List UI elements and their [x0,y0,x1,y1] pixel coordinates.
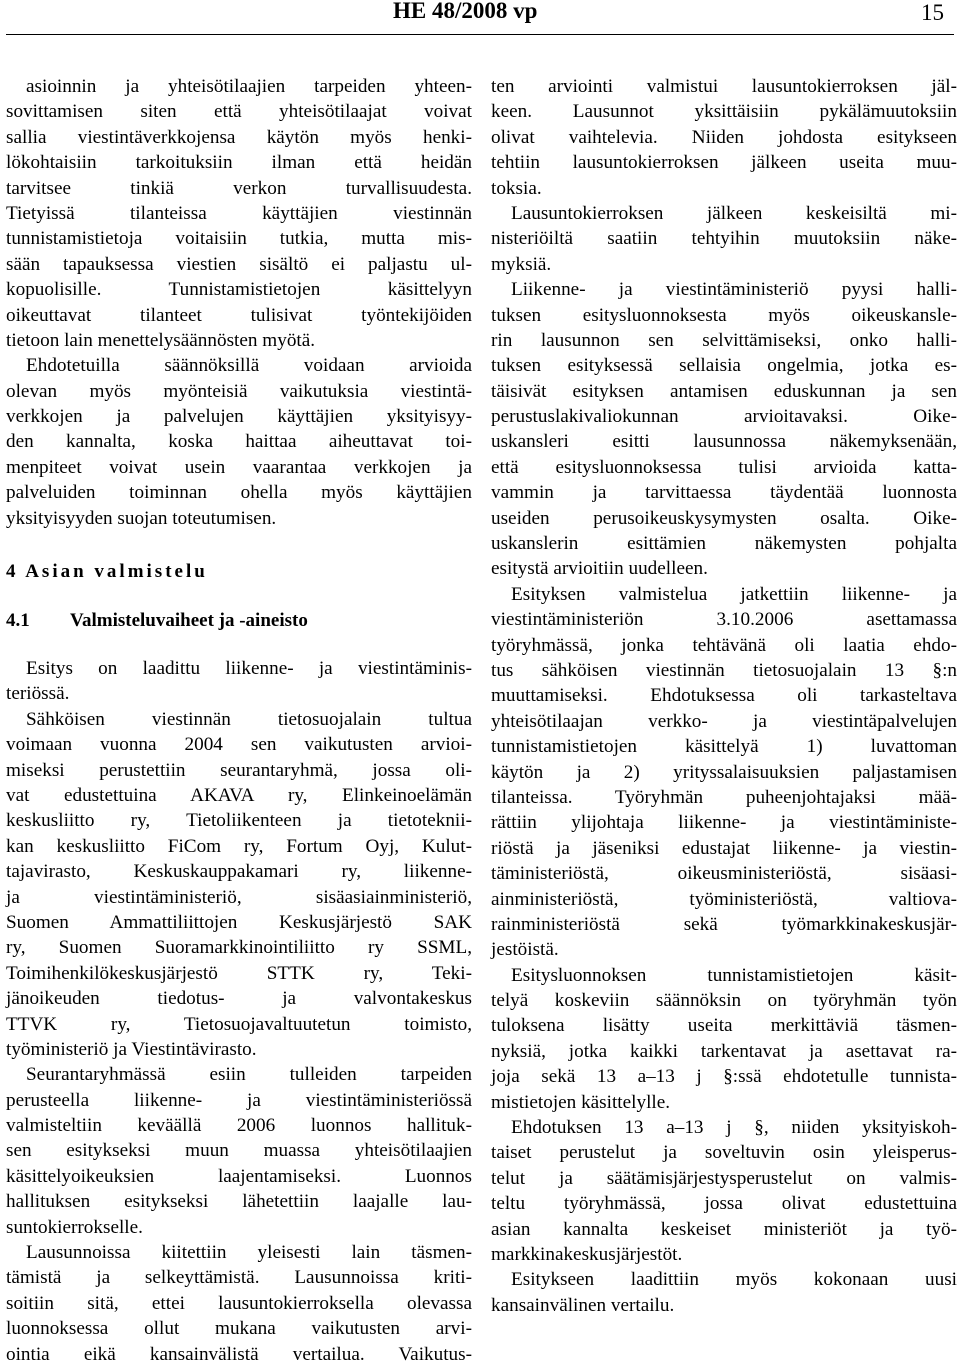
text-line: taiset perustelut ja soveltuvin osin yleisperus- [491,1142,957,1164]
text-line: ry, Suomen Suoramarkkinointiliitto ry SSML, [6,937,472,959]
text-line: tarvitsee tinkiä verkon turvallisuudesta. [6,177,472,199]
text-line: olevan myös myönteisiä vaikutuksia viestintä- [6,380,472,402]
text-line: tietoon lain menettelysäännösten myötä. [6,329,316,351]
paragraph [6,1240,472,1367]
text-line: luonnoksessa ollut mukana vaikutusten arvi- [6,1318,472,1340]
text-line: TTVK ry, Tietosuojavaltuutetun toimisto, [6,1013,472,1035]
header-rule [6,34,954,35]
paragraph [491,201,957,277]
paragraph [6,1062,472,1240]
text-line: suntokierrokselle. [6,1216,143,1238]
text-line: ointia eikä kansainvälistä vertailua. Vaikutus- [6,1343,472,1365]
text-line: työministeriö ja Viestintävirasto. [6,1038,257,1060]
text-line: miseksi perustettiin seurantaryhmä, jossa oli- [6,759,472,781]
text-line: täisivät esityksen antamisen eduskunnan ja sen [491,380,957,402]
text-line: hallituksen esitykseksi lähetettiin laajalle lau- [6,1191,472,1213]
section-heading: 4 Asian valmistelu [6,561,208,583]
text-line: tehtiin lausuntokierroksen jälkeen useita muu- [491,152,957,174]
text-line: sovittamisen siten että yhteisötilaajat voivat [6,101,472,123]
spacer [6,635,472,656]
document-id: HE 48/2008 vp [393,0,538,23]
text-line: tus sähköisen viestinnän tietosuojalain 13 §:n [491,659,957,681]
text-line: esitystä arvioitiin uudelleen. [491,558,708,580]
text-line: tunnistamistietojen käsittelyä 1) luvattoman [491,736,957,758]
text-line: Sähköisen viestinnän tietosuojalain tultua [26,708,472,730]
text-line: viestintäministeriön 3.10.2006 asettamassa [491,609,957,631]
text-line: soitiin sitä, ettei lausuntokierroksella olevassa [6,1292,472,1314]
text-line: tunnistamistietoja voitaisiin tutkia, mutta mis- [6,228,472,250]
text-line: nyksiä, jotka kaikki tarkentavat ja asettavat ra- [491,1040,957,1062]
paragraph [491,277,957,582]
text-line: tuksen esitysluonnoksesta myös oikeuskansle- [491,304,957,326]
text-line: Lausunnoissa kiitettiin yleisesti lain täsmen- [26,1242,472,1264]
text-line: voimaan vuonna 2004 sen vaikutusten arvioi- [6,734,472,756]
text-line: asioinnin ja yhteisötilaajien tarpeiden yhteen- [26,76,472,97]
subsection-number: 4.1 [6,610,30,632]
text-line: rainministeriöstä sekä työmarkkinakeskusjär- [491,913,957,935]
page-number: 15 [921,0,944,25]
text-line: tilanteissa. Työryhmän puheenjohtajaksi mää- [491,786,957,808]
text-line: käsittelyoikeuksien laajentamiseksi. Luonnos [6,1165,472,1187]
text-line: Toimihenkilökeskusjärjestö STTK ry, Teki- [6,962,472,984]
text-line: sen esitykseksi muun muassa yhteisötilaajien [6,1140,472,1162]
text-line: uskansleri esitti lausunnossa näkemyksenään, [491,431,957,453]
text-line: tämistä ja selkeyttämistä. Lausunnoissa kriti- [6,1267,472,1289]
text-line: Ehdotuksen 13 a–13 j §, niiden yksityiskoh- [511,1117,957,1139]
text-line: nisteriöiltä saatiin tehtyihin muutoksiin näke- [491,228,957,250]
spacer [6,531,472,558]
text-line: ainministeriöstä, työministeriöstä, valtiova- [491,888,957,910]
text-line: muuttamiseksi. Ehdotuksessa oli tarkasteltava [491,685,957,707]
text-line: keen. Lausunnot yksittäisiin pykälämuutoksiin [491,101,957,123]
text-line: käytön ja 2) yrityssalaisuuksien paljastamisen [491,761,957,783]
text-line: perusteella liikenne- ja viestintäministeriössä [6,1089,472,1111]
text-line: yksityisyyden suojan toteutumisen. [6,507,277,529]
text-line: oikeuttavat tilanteet tulisivat työntekijöiden [6,304,472,326]
text-line: sallia viestintäverkkojensa käytön myös henki- [6,126,472,148]
text-line: Esitysluonnoksen tunnistamistietojen käsit- [511,964,957,986]
text-line: olivat vaihtelevia. Niiden johdosta esitykseen [491,126,957,148]
text-line: telyä koskeviin säännöksin on työryhmän työn [491,990,957,1012]
text-line: perustuslakivaliokunnan arvioitavaksi. Oike- [491,406,957,428]
text-line: sään tapauksessa viestien sisältö ei paljastu ul- [6,253,472,275]
text-line: Esityksen valmistelua jatkettiin liikenne- ja [511,583,957,605]
paragraph [491,1267,957,1318]
paragraph [491,582,957,963]
text-line: ten arviointi valmistui lausuntokierroksen jäl- [491,76,957,97]
text-line: Ehdotetuilla säännöksillä voidaan arvioida [26,355,472,377]
subsection-title: Valmisteluvaiheet ja -aineisto [70,610,308,632]
page-header [0,0,960,40]
text-line: teriössä. [6,683,70,705]
text-line: rin lausunnon sen selvittämiseksi, onko halli- [491,329,957,351]
text-line: palveluiden toiminnan ohella myös käyttäjien [6,482,472,504]
text-line: teltu työryhmässä, jossa olivat edustettuina [491,1193,957,1215]
text-line: yhteisötilaajan verkko- ja viestintäpalvelujen [491,710,957,732]
text-line: Tietyissä tilanteissa käyttäjien viestinnän [6,202,472,224]
text-line: lökohtaisiin tarkoituksiin ilman että heidän [6,152,472,174]
text-line: riöstä ja jäseniksi edustajat liikenne- ja viestin- [491,837,957,859]
text-line: kan keskusliitto FiCom ry, Fortum Oyj, Kulut- [6,835,472,857]
text-line: vammin ja tarvittaessa täydentää luonnosta [491,482,957,504]
text-line: Esitykseen laadittiin myös kokonaan uusi [511,1269,957,1291]
subsection-heading [6,607,472,635]
text-line: telut ja säätämisjärjestysperustelut on valmis- [491,1167,957,1189]
text-line: rättiin ylijohtaja liikenne- ja viestintäministe- [491,812,957,834]
text-line: kopuolisille. Tunnistamistietojen käsittelyyn [6,279,472,301]
text-line: uskanslerin esittämien näkemysten pohjalta [491,533,957,555]
paragraph [6,656,472,707]
text-line: työryhmässä, jonka tehtävänä oli laatia ehdo- [491,634,957,656]
text-line: markkinakeskusjärjestöt. [491,1243,683,1265]
text-line: jestöistä. [491,939,559,961]
text-line: tuksen esityksessä sellaisia ongelmia, jotka es- [491,355,957,377]
text-line: mistietojen käsittelylle. [491,1091,671,1113]
paragraph [6,707,472,1062]
paragraph [6,74,472,353]
text-line: joja sekä 13 a–13 j §:ssä ehdotetulle tunnista- [491,1066,957,1088]
text-line: Esitys on laadittu liikenne- ja viestintäminis- [26,658,472,680]
text-line: asian kannalta keskeiset ministeriöt ja työ- [491,1218,957,1240]
paragraph [491,1115,957,1267]
text-line: Suomen Ammattiliittojen Keskusjärjestö SAK [6,911,472,933]
text-line: jänoikeuden tiedotus- ja valvontakeskus [6,988,472,1010]
spacer [6,586,472,607]
text-line: ja viestintäministeriö, sisäasiainministeriö, [6,886,472,908]
text-line: den kannalta, koska haittaa aiheuttavat toi- [6,431,472,453]
text-line: myksiä. [491,253,552,275]
text-line: kansainvälinen vertailu. [491,1294,675,1316]
left-column [6,74,472,1367]
paragraph [6,353,472,531]
text-line: valmisteltiin keväällä 2006 luonnos hallituk- [6,1115,472,1137]
text-line: useiden perusoikeuskysymysten osalta. Oike- [491,507,957,529]
text-line: toksia. [491,177,542,199]
text-line: menpiteet voivat usein vaarantaa verkkojen ja [6,456,472,478]
right-column [491,74,957,1318]
text-line: tajavirasto, Keskuskauppakamari ry, liikenne- [6,861,472,883]
text-line: Liikenne- ja viestintäministeriö pyysi halli- [511,279,957,301]
paragraph [491,74,957,201]
paragraph [491,963,957,1115]
text-line: Lausuntokierroksen jälkeen keskeisiltä mi- [511,202,957,224]
text-line: keskusliitto ry, Tietoliikenteen ja tietoteknii- [6,810,472,832]
text-line: verkkojen ja palvelujen käyttäjien yksityisyy- [6,406,472,428]
text-line: Seurantaryhmässä esiin tulleiden tarpeiden [26,1064,472,1086]
text-line: täministeriöstä, oikeusministeriöstä, sisäasi- [491,863,957,885]
text-line: vat edustettuina AKAVA ry, Elinkeinoelämän [6,784,472,806]
text-line: että esitysluonnoksessa tulisi arvioida katta- [491,456,957,478]
text-line: tuloksena lisätty useita merkittäviä täsmen- [491,1015,957,1037]
